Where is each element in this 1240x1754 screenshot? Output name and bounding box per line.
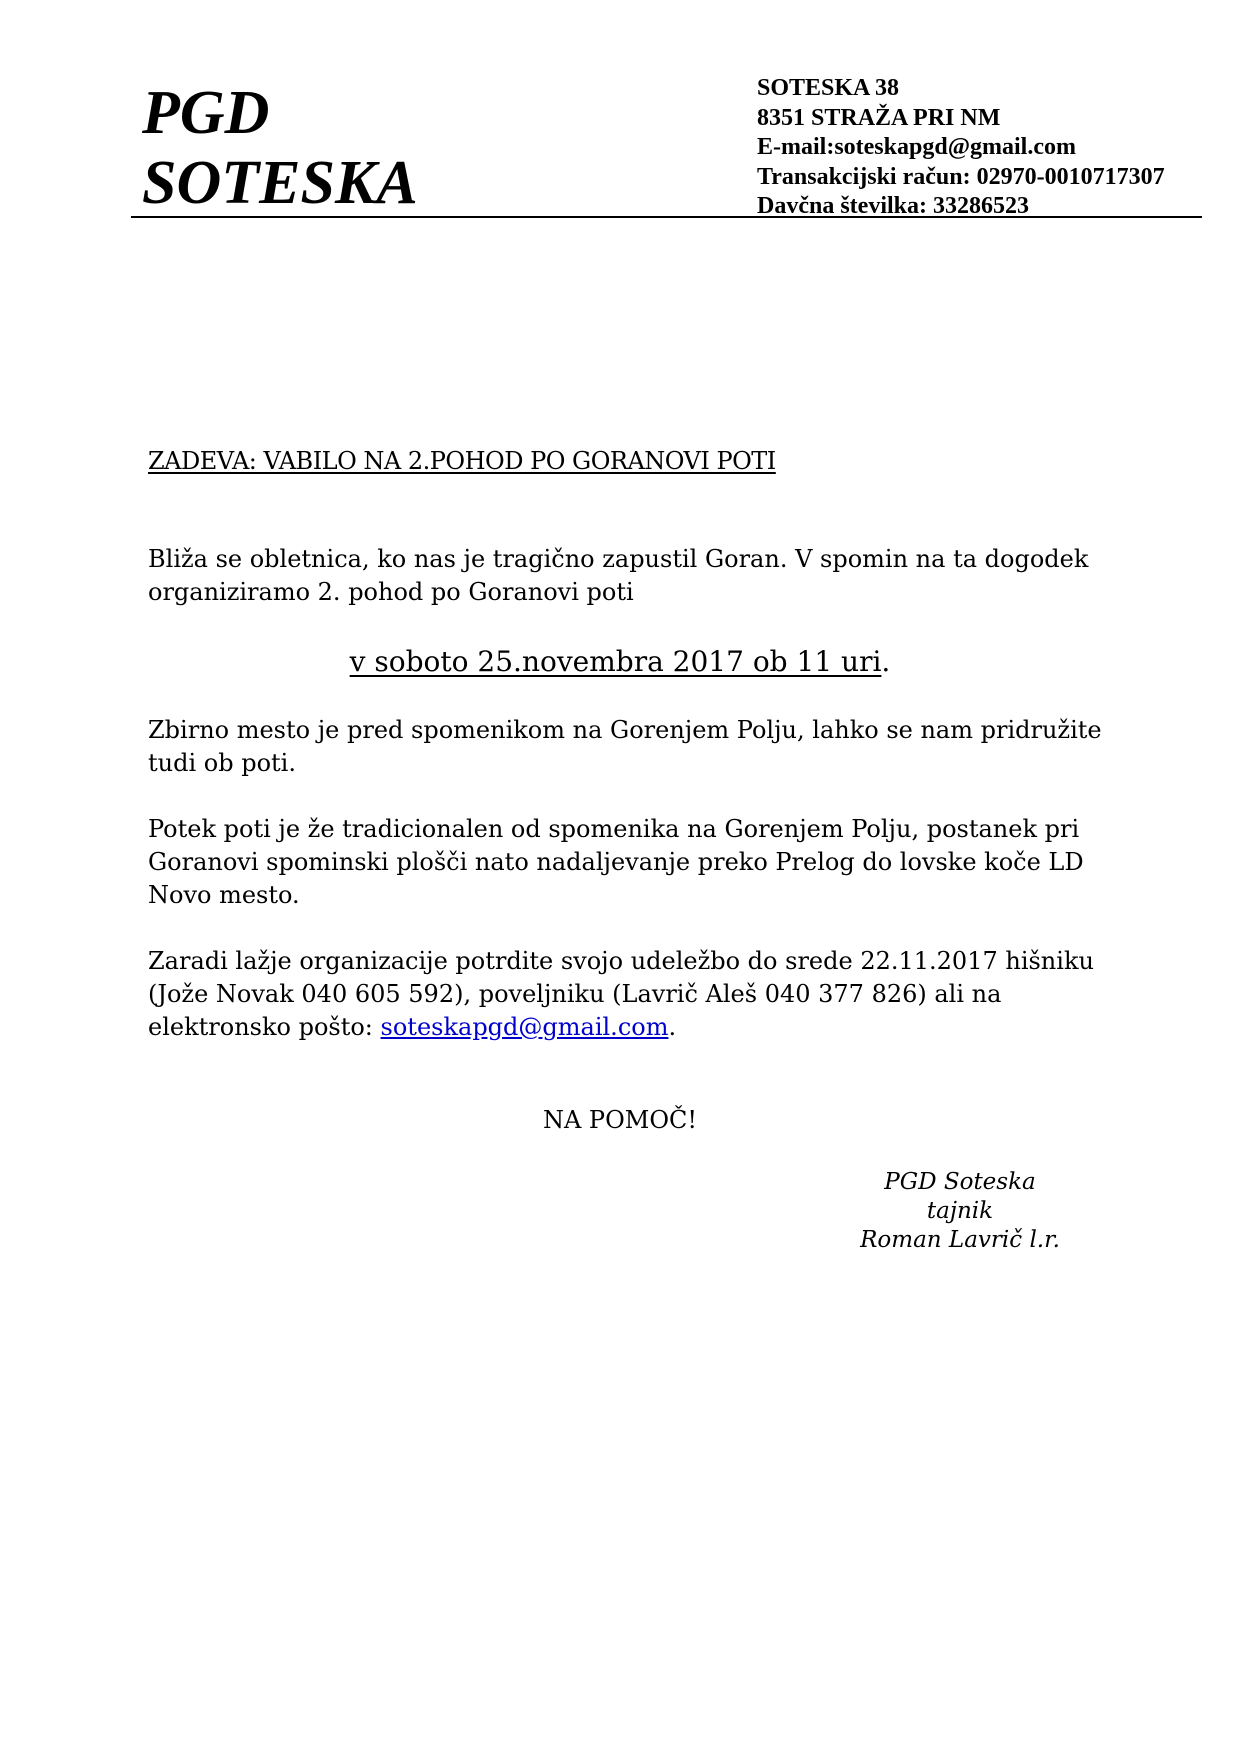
org-name-line2: SOTESKA	[142, 149, 418, 217]
event-date	[0, 644, 1240, 680]
letterhead-divider	[131, 216, 1202, 218]
event-date-text: v soboto 25.novembra 2017 ob 11 uri	[349, 645, 882, 678]
event-date-suffix: .	[881, 645, 891, 678]
signature-org: PGD Soteska	[884, 1169, 1036, 1195]
contact-tax-number: Davčna številka: 33286523	[757, 193, 1029, 219]
org-name-line1: PGD	[142, 79, 270, 147]
contact-block	[757, 74, 1165, 222]
contact-bank-account: Transakcijski račun: 02970-0010717307	[757, 163, 1165, 190]
paragraph-intro: Bliža se obletnica, ko nas je tragično zapustil Goran. V spomin na ta dogodek organiziramo 2. pohod po Goranovi poti	[148, 545, 1089, 606]
email-link[interactable]: soteskapgd@gmail.com	[380, 1013, 669, 1041]
letterhead	[0, 0, 1240, 230]
signature-name: Roman Lavrič l.r.	[860, 1227, 1060, 1253]
paragraph-registration	[148, 945, 1148, 1044]
paragraph-route: Potek poti je že tradicionalen od spomenika na Gorenjem Polju, postanek pri Goranovi spominski plošči nato nadaljevanje preko Prelog do lovske koče LD Novo mesto.	[148, 815, 1084, 909]
subject-line: ZADEVA: VABILO NA 2.POHOD PO GORANOVI POTI	[148, 447, 776, 475]
contact-city: 8351 STRAŽA PRI NM	[757, 104, 1001, 131]
paragraph-meeting-point: Zbirno mesto je pred spomenikom na Gorenjem Polju, lahko se nam pridružite tudi ob poti.	[148, 716, 1102, 777]
contact-address: SOTESKA 38	[757, 75, 900, 101]
signature-role: tajnik	[926, 1198, 994, 1224]
registration-text: Zaradi lažje organizacije potrdite svojo udeležbo do srede 22.11.2017 hišniku (Jože Novak 040 605 592), poveljniku (Lavrič Aleš 040 377 826) ali na elektronsko pošto:	[148, 947, 1094, 1041]
closing-greeting: NA POMOČ!	[542, 1106, 698, 1134]
organization-name	[142, 78, 418, 218]
registration-end: .	[668, 1013, 677, 1041]
signature-block	[820, 1168, 1100, 1255]
contact-email: E-mail:soteskapgd@gmail.com	[757, 134, 1076, 160]
